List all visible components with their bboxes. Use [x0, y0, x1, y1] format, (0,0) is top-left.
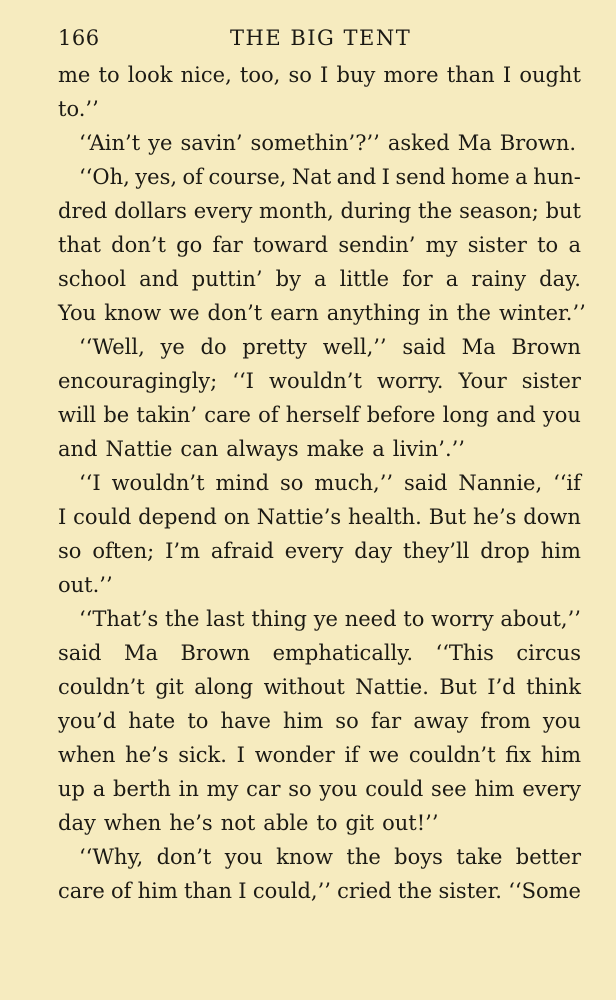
- body-text: [58, 58, 586, 908]
- text-line: ‘‘Ain’t ye savin’ somethin’?’’ asked Ma Brown.: [79, 131, 577, 155]
- text-line: encouragingly; ‘‘I wouldn’t worry. Your sister: [58, 369, 581, 393]
- text-line: you’d hate to have him so far away from you: [58, 709, 581, 733]
- text-line: You know we don’t earn anything in the winter.’’: [58, 301, 586, 325]
- text-line: me to look nice, too, so I buy more than I ought: [58, 63, 581, 87]
- page-header: [58, 26, 578, 56]
- text-line: when he’s sick. I wonder if we couldn’t fix him: [58, 743, 581, 767]
- text-line: couldn’t git along without Nattie. But I’d think: [58, 675, 581, 699]
- text-line: school and puttin’ by a little for a rainy day.: [58, 267, 581, 291]
- running-head: THE BIG TENT: [230, 26, 412, 50]
- page-number: 166: [58, 26, 100, 50]
- text-line: ‘‘Oh, yes, of course, Nat and I send home a hun-: [79, 165, 581, 189]
- text-line: that don’t go far toward sendin’ my sister to a: [58, 233, 581, 257]
- text-line: will be takin’ care of herself before long and you: [58, 403, 581, 427]
- text-line: out.’’: [58, 573, 113, 597]
- text-line: ‘‘Why, don’t you know the boys take better: [79, 845, 581, 869]
- text-line: day when he’s not able to git out!’’: [58, 811, 439, 835]
- text-line: said Ma Brown emphatically. ‘‘This circus: [58, 641, 581, 665]
- text-line: up a berth in my car so you could see him every: [58, 777, 581, 801]
- text-line: care of him than I could,’’ cried the sister. ‘‘Some: [58, 879, 581, 903]
- text-line: dred dollars every month, during the season; but: [58, 199, 581, 223]
- text-line: ‘‘I wouldn’t mind so much,’’ said Nannie, ‘‘if: [79, 471, 581, 495]
- text-line: ‘‘Well, ye do pretty well,’’ said Ma Brown: [79, 335, 581, 359]
- text-line: and Nattie can always make a livin’.’’: [58, 437, 465, 461]
- text-line: so often; I’m afraid every day they’ll drop him: [58, 539, 581, 563]
- text-line: ‘‘That’s the last thing ye need to worry about,’’: [79, 607, 581, 631]
- text-line: I could depend on Nattie’s health. But he’s down: [58, 505, 581, 529]
- text-line: to.’’: [58, 97, 99, 121]
